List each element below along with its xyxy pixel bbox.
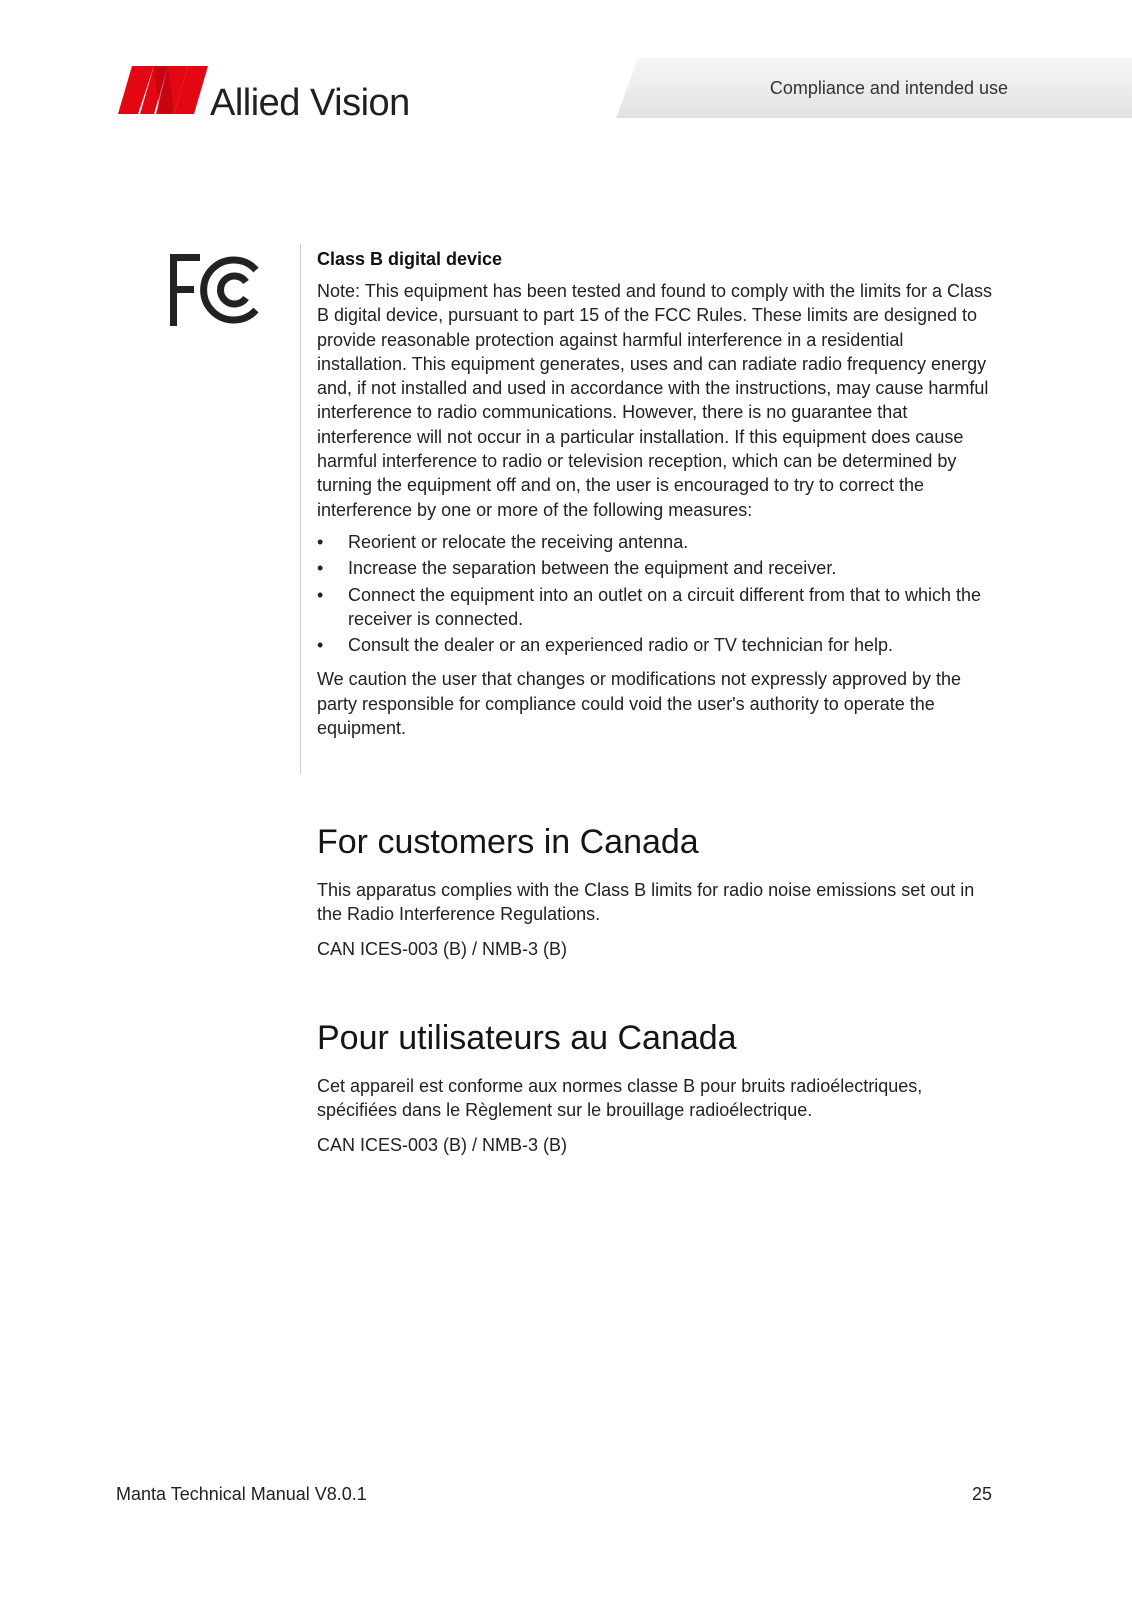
list-item — [317, 530, 997, 554]
fcc-logo-icon — [168, 252, 264, 332]
canada-section — [317, 822, 997, 961]
canada-fr-code: CAN ICES-003 (B) / NMB-3 (B) — [317, 1134, 568, 1155]
measure-text: Consult the dealer or an experienced radio or TV technician for help. — [348, 635, 893, 656]
bullet: • — [317, 531, 324, 552]
canada-code: CAN ICES-003 (B) / NMB-3 (B) — [317, 938, 568, 959]
list-item — [317, 633, 997, 657]
page-number: 25 — [971, 1484, 992, 1504]
fcc-note: Note: This equipment has been tested and found to comply with the limits for a Class B digital device, pursuant to part 15 of the FCC Rules. These limits are designed to provide reasonable protection against harmful interference in a residential installation. This equipment generates, uses and can radiate radio frequency energy and, if not installed and used in accordance with the instructions, may cause harmful interference to radio communications. However, there is no guarantee that interference will not occur in a particular installation. If this equipment does cause harmful interference to radio or television reception, which can be determined by turning the equipment off and on, the user is encouraged to try to correct the interference by one or more of the following measures: — [317, 281, 993, 520]
list-item — [317, 583, 997, 632]
bullet: • — [317, 584, 324, 605]
canada-text: This apparatus complies with the Class B limits for radio noise emissions set out in the Radio Interference Regulations. — [317, 880, 975, 925]
fcc-title: Class B digital device — [317, 249, 503, 269]
bullet: • — [317, 635, 324, 656]
footer-manual-title: Manta Technical Manual V8.0.1 — [116, 1484, 367, 1504]
section-title: Compliance and intended use — [769, 78, 1008, 98]
canada-fr-section — [317, 1018, 997, 1157]
fcc-section — [317, 247, 997, 740]
brand-name: Allied Vision — [210, 82, 410, 124]
canada-heading: For customers in Canada — [317, 823, 699, 861]
bullet: • — [317, 558, 324, 579]
canada-fr-text: Cet appareil est conforme aux normes classe B pour bruits radioélectriques, spécifiées dans le Règlement sur le brouillage radioélectrique. — [317, 1076, 923, 1121]
left-rule — [300, 244, 301, 774]
measure-text: Reorient or relocate the receiving antenna. — [348, 531, 689, 552]
allied-vision-logo — [118, 60, 418, 124]
measure-text: Increase the separation between the equipment and receiver. — [348, 558, 837, 579]
fcc-caution: We caution the user that changes or modifications not expressly approved by the party responsible for compliance could void the user's authority to operate the equipment. — [317, 669, 962, 739]
measures-list — [317, 530, 997, 657]
list-item — [317, 556, 997, 580]
allied-vision-mark-icon — [118, 60, 210, 120]
measure-text: Connect the equipment into an outlet on a circuit different from that to which the receiver is connected. — [348, 584, 982, 629]
canada-fr-heading: Pour utilisateurs au Canada — [317, 1019, 737, 1057]
